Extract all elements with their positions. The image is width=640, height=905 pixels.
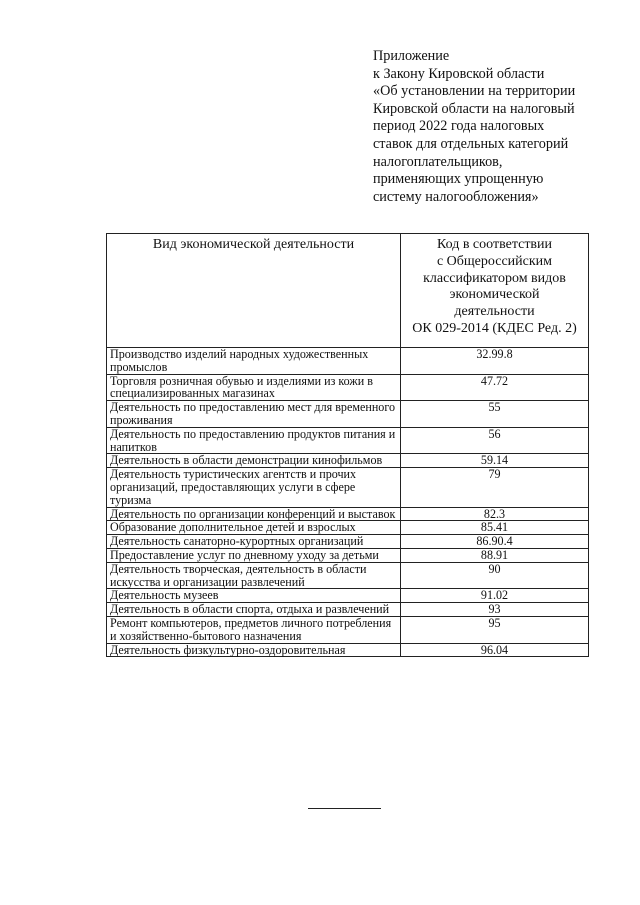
activity-cell: Деятельность санаторно-курортных организаций — [107, 535, 401, 549]
code-cell: 95 — [401, 616, 589, 643]
table-row — [107, 589, 589, 603]
table-header-row — [107, 234, 589, 348]
code-cell: 93 — [401, 603, 589, 617]
table-row — [107, 616, 589, 643]
code-header-line: ОК 029-2014 (КДЕС Ред. 2) — [412, 320, 577, 336]
code-header-line: деятельности — [454, 304, 535, 320]
code-cell: 55 — [401, 401, 589, 428]
code-cell: 96.04 — [401, 643, 589, 657]
activity-cell: Предоставление услуг по дневному уходу за детьми — [107, 548, 401, 562]
code-cell: 59.14 — [401, 454, 589, 468]
activity-cell: Деятельность музеев — [107, 589, 401, 603]
appendix-line: Приложение — [373, 48, 450, 64]
code-header-line: с Общероссийским — [436, 253, 553, 269]
code-cell: 32.99.8 — [401, 348, 589, 375]
code-header-line: Код в соответствии — [436, 237, 553, 252]
activity-cell: Деятельность туристических агентств и прочих организаций, предоставляющих услуги в сфере туризма — [107, 468, 401, 507]
table-row — [107, 401, 589, 428]
activity-cell: Деятельность физкультурно-оздоровительная — [107, 643, 401, 657]
table-row — [107, 468, 589, 507]
end-divider-line — [308, 808, 381, 809]
activity-cell: Деятельность в области демонстрации кинофильмов — [107, 454, 401, 468]
appendix-line: к Закону Кировской области — [373, 65, 545, 82]
table-row — [107, 643, 589, 657]
appendix-line: «Об установлении на территории — [373, 83, 576, 100]
appendix-line: применяющих упрощенную — [373, 171, 544, 188]
code-cell: 82.3 — [401, 507, 589, 521]
code-cell: 79 — [401, 468, 589, 507]
appendix-line: систему налогообложения» — [373, 188, 539, 205]
activity-codes-table — [106, 233, 589, 657]
table-row — [107, 603, 589, 617]
activity-column-header: Вид экономической деятельности — [107, 234, 401, 348]
activity-cell: Производство изделий народных художественных промыслов — [107, 348, 401, 375]
code-cell: 88.91 — [401, 548, 589, 562]
activity-cell: Деятельность по предоставлению мест для временного проживания — [107, 401, 401, 428]
code-header-line: классификатором видов — [423, 270, 566, 286]
activity-cell: Деятельность по организации конференций и выставок — [107, 507, 401, 521]
table-row — [107, 521, 589, 535]
activity-cell: Торговля розничная обувью и изделиями из кожи в специализированных магазинах — [107, 374, 401, 401]
appendix-line: период 2022 года налоговых — [373, 118, 545, 135]
table-row — [107, 454, 589, 468]
table-row — [107, 548, 589, 562]
appendix-line: ставок для отдельных категорий — [373, 135, 569, 152]
code-column-header — [401, 234, 589, 348]
appendix-line: Кировской области на налоговый — [373, 100, 575, 117]
code-cell: 91.02 — [401, 589, 589, 603]
code-header-line: экономической — [449, 287, 540, 303]
code-cell: 47.72 — [401, 374, 589, 401]
activity-cell: Деятельность по предоставлению продуктов питания и напитков — [107, 427, 401, 454]
activity-cell: Ремонт компьютеров, предметов личного потребления и хозяйственно-бытового назначения — [107, 616, 401, 643]
activity-cell: Деятельность творческая, деятельность в области искусства и организации развлечений — [107, 562, 401, 589]
code-cell: 85.41 — [401, 521, 589, 535]
appendix-heading — [373, 48, 623, 206]
table-row — [107, 507, 589, 521]
code-cell: 90 — [401, 562, 589, 589]
table-row — [107, 374, 589, 401]
activity-cell: Деятельность в области спорта, отдыха и развлечений — [107, 603, 401, 617]
table-row — [107, 562, 589, 589]
code-cell: 86.90.4 — [401, 535, 589, 549]
activity-cell: Образование дополнительное детей и взрослых — [107, 521, 401, 535]
code-cell: 56 — [401, 427, 589, 454]
table-row — [107, 427, 589, 454]
table-row — [107, 535, 589, 549]
table-row — [107, 348, 589, 375]
appendix-line: налогоплательщиков, — [373, 153, 503, 170]
